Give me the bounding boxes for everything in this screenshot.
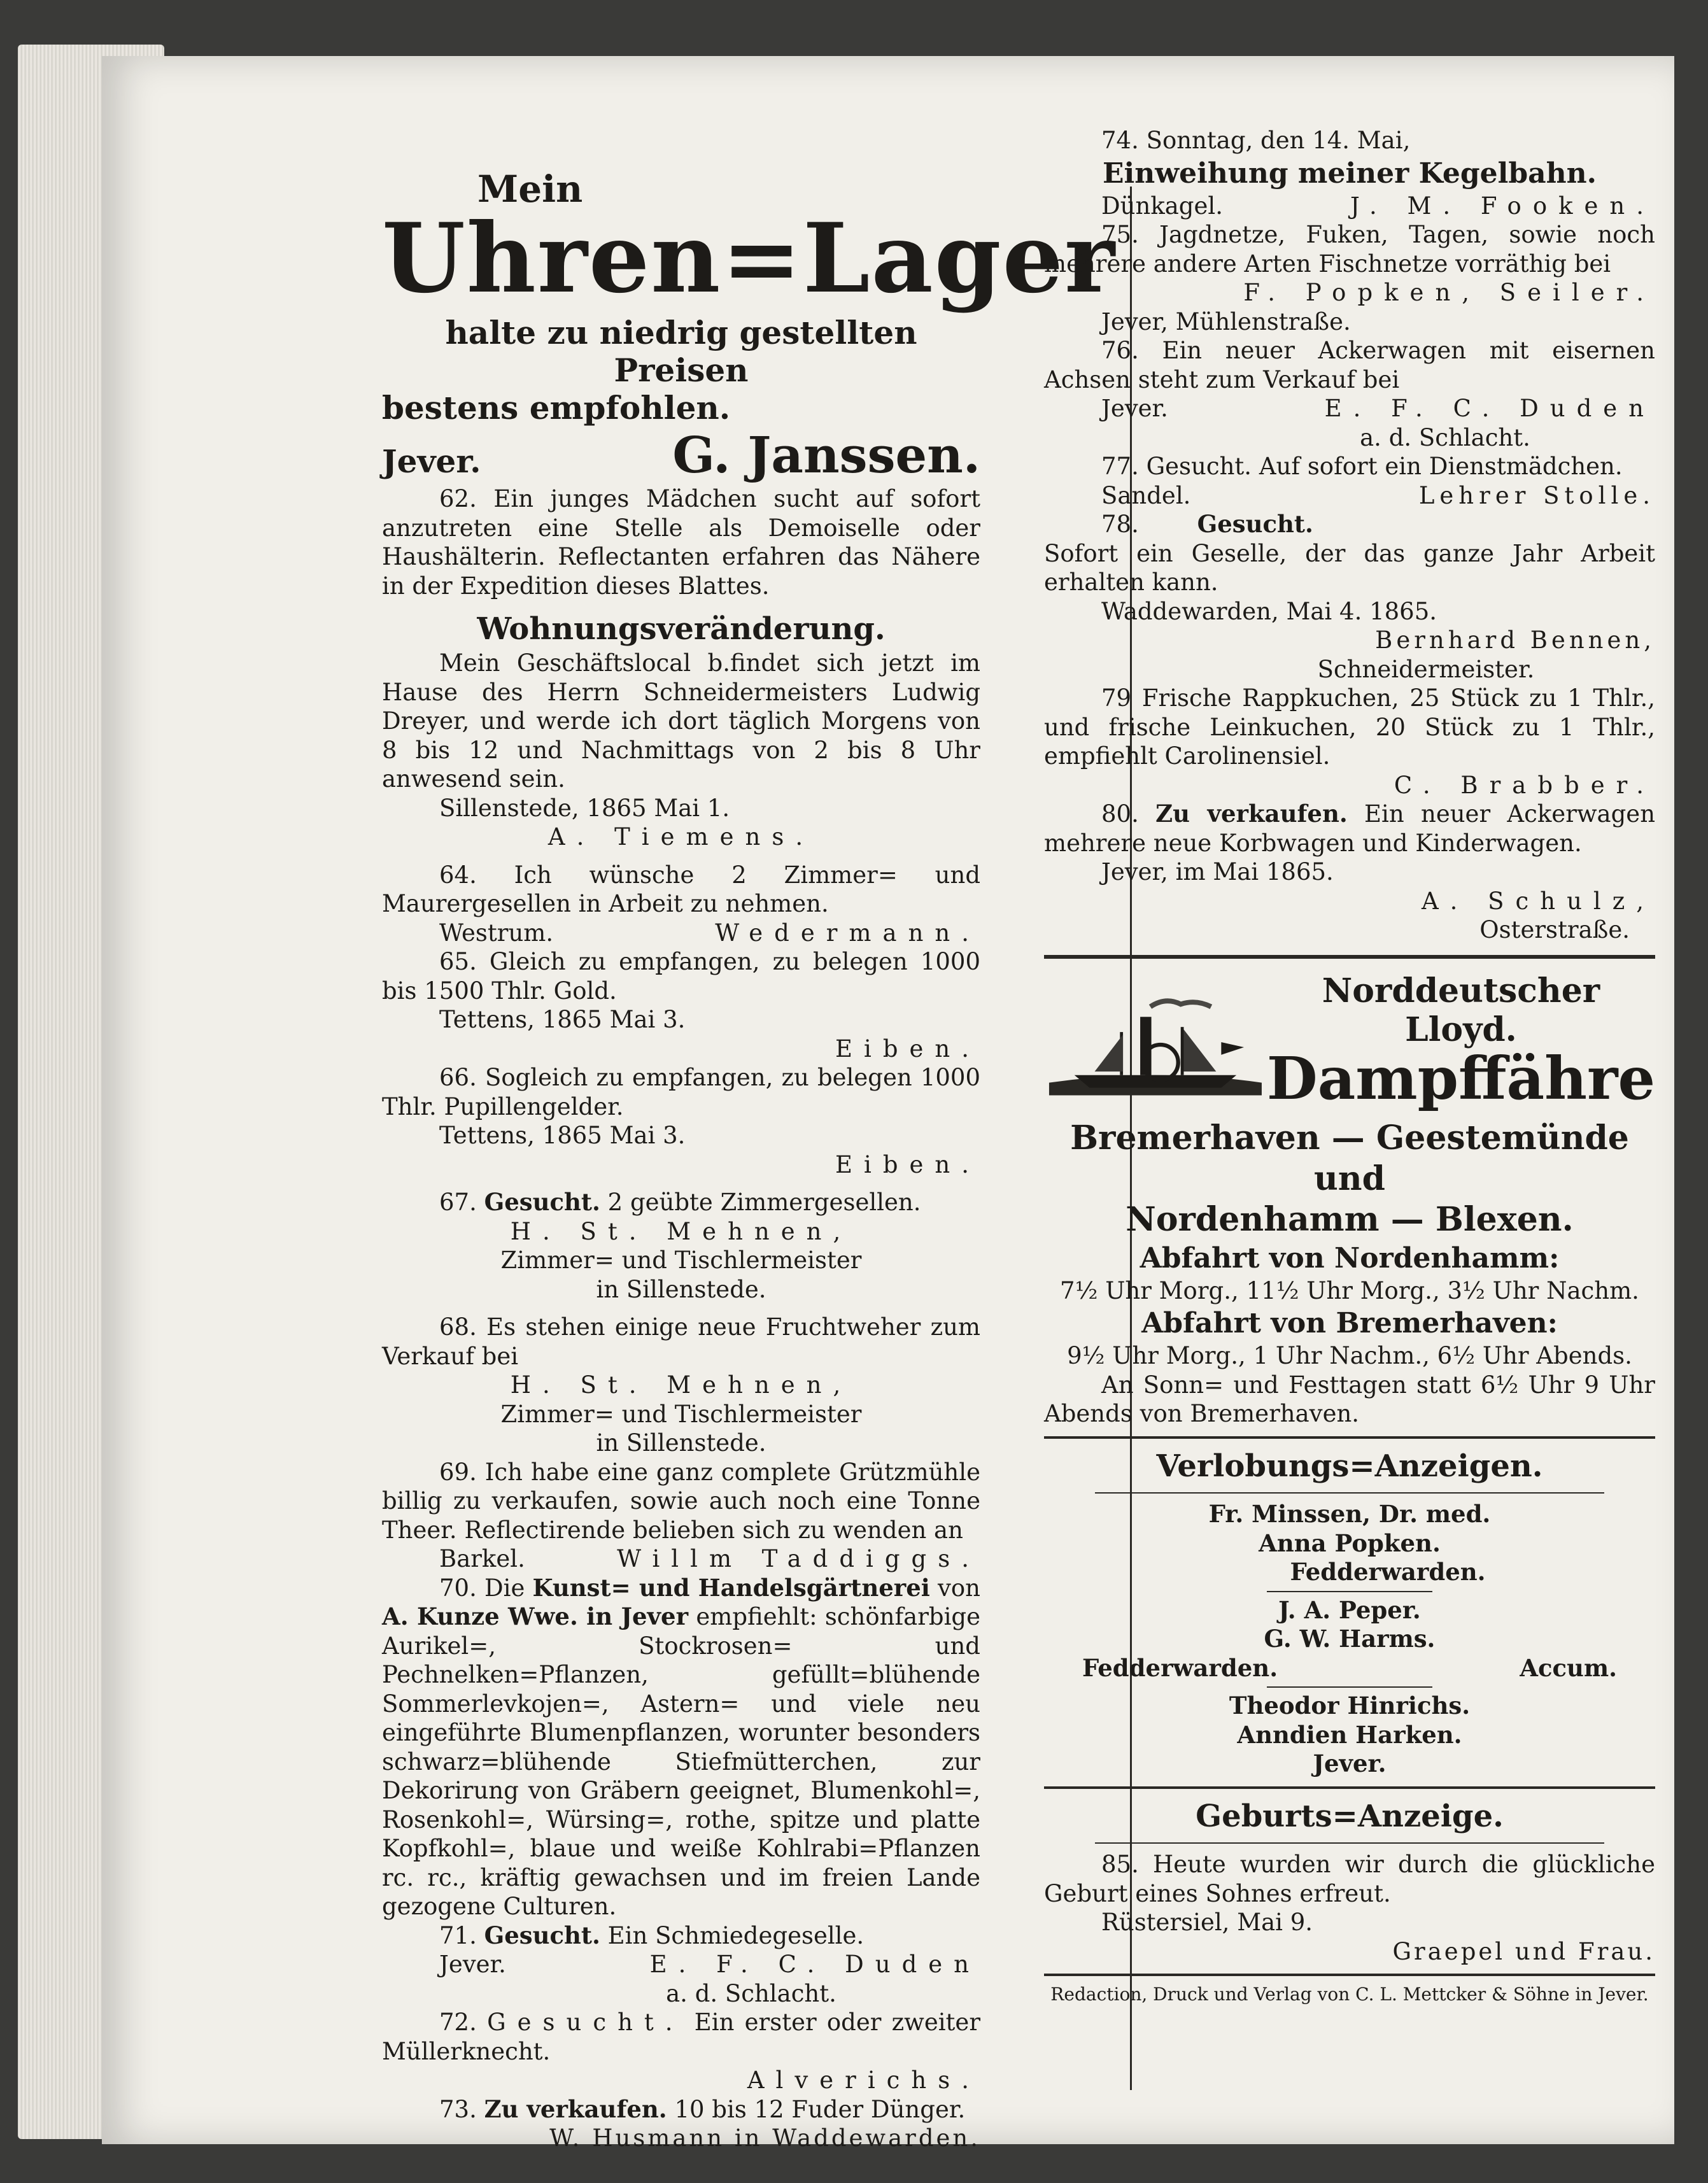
- ad-67-num: 67.: [439, 1189, 477, 1217]
- ad-78-num: 78.: [1101, 511, 1139, 539]
- ad-71-loc: a. d. Schlacht.: [666, 1979, 836, 2007]
- ad-80-line: [1044, 800, 1655, 858]
- ad-72-name: Alverichs.: [747, 2066, 980, 2095]
- ad-70-body: empfiehlt: schönfarbige Aurikel=, Stockrosen= und Pechnelken=Pflanzen, gefüllt=blühende Sommerlevkojen=, Astern= und viele neu eingeführte Blumenpflanzen, worunter besonders schwarz=blühende Stiefmütterchen, zur Dekorirung von Gräbern geeignet, Blumenkohl=, Rosenkohl=, Würsing=, rothe, spitze und platte Kopfkohl=, blaue und weiße Kohlrabi=Pflanzen rc. rc., kräftig gewachsen und im freien Lande gezogene Culturen.: [382, 1603, 981, 1921]
- ad-67-name: H. St. Mehnen,: [510, 1217, 852, 1245]
- engagement2-place-left: Fedderwarden.: [1082, 1653, 1278, 1682]
- lloyd-route2: Nordenhamm — Blexen.: [1126, 1199, 1574, 1239]
- engagement-divider-2: [1267, 1686, 1432, 1688]
- ad-67-text: 2 geübte Zimmergesellen.: [607, 1189, 921, 1217]
- ad-74-heading: Einweihung meiner Kegelbahn.: [1103, 157, 1597, 190]
- lloyd-route1: Bremerhaven — Geestemünde und: [1070, 1118, 1629, 1198]
- ad-73-num: 73.: [439, 2095, 477, 2123]
- ad-65-name: Eiben.: [835, 1035, 980, 1063]
- ad-68-text: 68. Es stehen einige neue Fruchtweher zum Verkauf bei: [382, 1313, 980, 1370]
- lloyd-dep1-times: 7½ Uhr Morg., 11½ Uhr Morg., 3½ Uhr Nachm.: [1060, 1276, 1639, 1304]
- birth-rule: [1095, 1842, 1604, 1844]
- birth-heading: Geburts=Anzeige.: [1196, 1798, 1504, 1834]
- ad-68-role: Zimmer= und Tischlermeister: [500, 1400, 862, 1428]
- lloyd-dep1-head: Abfahrt von Nordenhamm:: [1140, 1241, 1560, 1275]
- ad-80-place: Jever, im Mai 1865.: [1101, 858, 1334, 886]
- newspaper-page: [102, 56, 1674, 2152]
- ad-69-place: Barkel.: [439, 1545, 525, 1573]
- engagement2-place-right: Accum.: [1520, 1653, 1617, 1682]
- ad-uhren-mein: Mein: [477, 167, 583, 211]
- ad-76-loc: a. d. Schlacht.: [1360, 423, 1530, 451]
- ad-75-name: F. Popken, Seiler.: [1243, 279, 1655, 307]
- ad-73-label: Zu verkaufen.: [484, 2095, 667, 2123]
- ad-71-label: Gesucht.: [484, 1921, 600, 1949]
- ad-uhren-place: Jever.: [382, 442, 481, 480]
- ad-75-text: 75. Jagdnetze, Fuken, Tagen, sowie noch mehrere andere Arten Fischnetze vorräthig bei: [1044, 221, 1655, 278]
- ad-uhren-lager: [382, 167, 1117, 484]
- ad-67-loc: in Sillenstede.: [596, 1275, 766, 1303]
- engagement1-place: Fedderwarden.: [1290, 1558, 1486, 1586]
- ad-78-name: Bernhard Bennen,: [1375, 626, 1655, 654]
- birth-text: 85. Heute wurden wir durch die glückliche Geburt eines Sohnes erfreut.: [1044, 1851, 1655, 1907]
- ad-72-text: Ein erster oder zweiter Müllerknecht.: [382, 2009, 981, 2065]
- engagement3-a: Theodor Hinrichs.: [1229, 1692, 1471, 1720]
- ad-64-text: 64. Ich wünsche 2 Zimmer= und Maurergesellen in Arbeit zu nehmen.: [382, 861, 980, 918]
- ad-69-text: 69. Ich habe eine ganz complete Grützmühle billig zu verkaufen, sowie auch noch eine Tonne Theer. Reflectirende belieben sich zu wenden an: [382, 1458, 980, 1544]
- imprint: Redaction, Druck und Verlag von C. L. Mettcker & Söhne in Jever.: [1050, 1984, 1649, 2005]
- ad-74-line1: 74. Sonntag, den 14. Mai,: [1101, 127, 1411, 154]
- ad-70-bold2: A. Kunze Wwe. in Jever: [382, 1602, 689, 1631]
- ad-79-name: C. Brabber.: [1394, 771, 1655, 799]
- lloyd-dep2-times: 9½ Uhr Morg., 1 Uhr Nachm., 6½ Uhr Abends.: [1067, 1342, 1632, 1370]
- ad-65-text: 65. Gleich zu empfangen, zu belegen 1000 bis 1500 Thlr. Gold.: [382, 948, 980, 1005]
- ad-63-text: Mein Geschäftslocal b.findet sich jetzt im Hause des Herrn Schneidermeisters Ludwig Dreyer, und werde ich dort täglich Morgens von 8 bis 12 und Nachmittags von 2 bis 8 Uhr anwesend sein.: [382, 649, 980, 793]
- ad-79-text: 79 Frische Rappkuchen, 25 Stück zu 1 Thlr., und frische Leinkuchen, 20 Stück zu 1 Thlr., empfiehlt Carolinensiel.: [1044, 684, 1655, 770]
- ad-71-place: Jever.: [439, 1951, 506, 1979]
- ad-uhren-title: Uhren=Lager: [382, 202, 1117, 314]
- ad-70-text: [382, 1574, 980, 1921]
- right-column: [1044, 126, 1655, 2006]
- ad-80-name: A. Schulz,: [1421, 887, 1655, 915]
- engagements-bottom-rule: [1044, 1786, 1655, 1789]
- ad-uhren-line2: bestens empfohlen.: [382, 389, 731, 427]
- ad-71-name: E. F. C. Duden: [649, 1951, 980, 1979]
- ad-64-place: Westrum.: [439, 919, 554, 947]
- ad-78-label: Gesucht.: [1197, 510, 1313, 539]
- ad-74-place: Dünkagel.: [1101, 192, 1223, 220]
- ad-73-line: [382, 2095, 980, 2124]
- ad-73-text: 10 bis 12 Fuder Dünger.: [674, 2095, 966, 2123]
- birth-place: Rüstersiel, Mai 9.: [1101, 1909, 1313, 1937]
- ad-74-name: J. M. Fooken.: [1350, 192, 1655, 220]
- left-column: [382, 167, 1117, 2153]
- ad-78-line: [1044, 510, 1655, 539]
- ad-76-place: Jever.: [1101, 395, 1168, 423]
- ad-71-line: [382, 1921, 980, 1951]
- ad-78-text: Sofort ein Geselle, der das ganze Jahr Arbeit erhalten kann.: [1044, 539, 1655, 597]
- lloyd-bottom-rule: [1044, 1436, 1655, 1439]
- ad-70-von: von: [938, 1574, 981, 1602]
- ad-62-text: 62. Ein junges Mädchen sucht auf sofort anzutreten eine Stelle als Demoiselle oder Haushälterin. Reflectanten erfahren das Nähere in der Expedition dieses Blattes.: [382, 485, 980, 600]
- lloyd-top-rule: [1044, 955, 1655, 959]
- ad-70-bold1: Kunst= und Handelsgärtnerei: [532, 1573, 930, 1602]
- birth-announcement: [1044, 1797, 1655, 2006]
- ad-63-name: A. Tiemens.: [547, 823, 815, 851]
- steamship-icon: [1044, 971, 1267, 1118]
- ad-80-label: Zu verkaufen.: [1155, 800, 1348, 828]
- ad-76-name: E. F. C. Duden: [1324, 395, 1655, 423]
- ad-72-label: Gesucht.: [487, 2009, 684, 2037]
- ad-78-role: Schneidermeister.: [1317, 655, 1535, 683]
- ad-63-place: Sillenstede, 1865 Mai 1.: [439, 794, 730, 822]
- ad-uhren-name: G. Janssen.: [672, 427, 980, 484]
- ad-67-label: Gesucht.: [484, 1188, 600, 1217]
- lloyd-dep2-head: Abfahrt von Bremerhaven:: [1141, 1307, 1558, 1340]
- ad-63-heading: Wohnungsveränderung.: [477, 611, 886, 647]
- lloyd-sunday: An Sonn= und Festtagen statt 6½ Uhr 9 Uhr Abends von Bremerhaven.: [1044, 1371, 1655, 1428]
- ad-78-place: Waddewarden, Mai 4. 1865.: [1101, 597, 1437, 625]
- engagement2-a: J. A. Peper.: [1278, 1595, 1421, 1624]
- ad-69-name: Willm Taddiggs.: [617, 1545, 980, 1573]
- ad-80-num: 80.: [1101, 800, 1139, 828]
- lloyd-titles: [1266, 971, 1655, 1113]
- lloyd-title2: Lloyd.: [1405, 1010, 1517, 1049]
- lloyd-ferry-ad: [1044, 955, 1655, 1439]
- ad-80-loc: Osterstraße.: [1479, 916, 1630, 944]
- ad-68-loc: in Sillenstede.: [596, 1429, 766, 1457]
- birth-name: Graepel und Frau.: [1392, 1937, 1655, 1965]
- engagement-divider-1: [1267, 1591, 1432, 1592]
- engagement1-a: Fr. Minssen, Dr. med.: [1208, 1500, 1491, 1529]
- ad-77-name: Lehrer Stolle.: [1418, 481, 1655, 509]
- ad-73-name: W. Husmann in Waddewarden.: [549, 2124, 980, 2152]
- ad-65-place: Tettens, 1865 Mai 3.: [439, 1006, 686, 1034]
- engagements-heading: Verlobungs=Anzeigen.: [1156, 1448, 1543, 1484]
- engagement1-b: Anna Popken.: [1259, 1529, 1441, 1557]
- ad-66-place: Tettens, 1865 Mai 3.: [439, 1122, 686, 1150]
- ad-66-name: Eiben.: [835, 1150, 980, 1178]
- ad-80-text: Ein neuer Ackerwagen mehrere neue Korbwagen und Kinderwagen.: [1044, 800, 1656, 857]
- engagement3-place: Jever.: [1313, 1749, 1387, 1778]
- ad-67-role: Zimmer= und Tischlermeister: [500, 1247, 862, 1275]
- ad-66-text: 66. Sogleich zu empfangen, zu belegen 1000 Thlr. Pupillengelder.: [382, 1064, 980, 1120]
- engagements-rule: [1095, 1492, 1604, 1494]
- ad-uhren-line1: halte zu niedrig gestellten Preisen: [445, 314, 917, 389]
- ad-72-line: [382, 2008, 980, 2066]
- ad-77-text: 77. Gesucht. Auf sofort ein Dienstmädchen.: [1101, 453, 1623, 481]
- lloyd-title1: Norddeutscher: [1322, 971, 1600, 1010]
- engagements: [1044, 1446, 1655, 1789]
- engagement2-b: G. W. Harms.: [1264, 1625, 1436, 1653]
- ad-70-num: 70. Die: [439, 1574, 525, 1602]
- imprint-rule: [1044, 1974, 1655, 1976]
- ad-64-name: Wedermann.: [715, 919, 980, 947]
- ad-75-place: Jever, Mühlenstraße.: [1101, 307, 1351, 336]
- ad-72-num: 72.: [439, 2009, 477, 2037]
- ad-71-text: Ein Schmiedegeselle.: [607, 1921, 865, 1949]
- engagement3-b: Anndien Harken.: [1237, 1720, 1462, 1749]
- ad-77-place: Sandel.: [1101, 481, 1191, 509]
- ad-71-num: 71.: [439, 1921, 477, 1949]
- ad-67-line: [382, 1188, 980, 1217]
- lloyd-title3: Dampffähre: [1266, 1043, 1655, 1113]
- ad-76-text: 76. Ein neuer Ackerwagen mit eisernen Achsen steht zum Verkauf bei: [1044, 337, 1655, 393]
- ad-68-name: H. St. Mehnen,: [510, 1371, 852, 1399]
